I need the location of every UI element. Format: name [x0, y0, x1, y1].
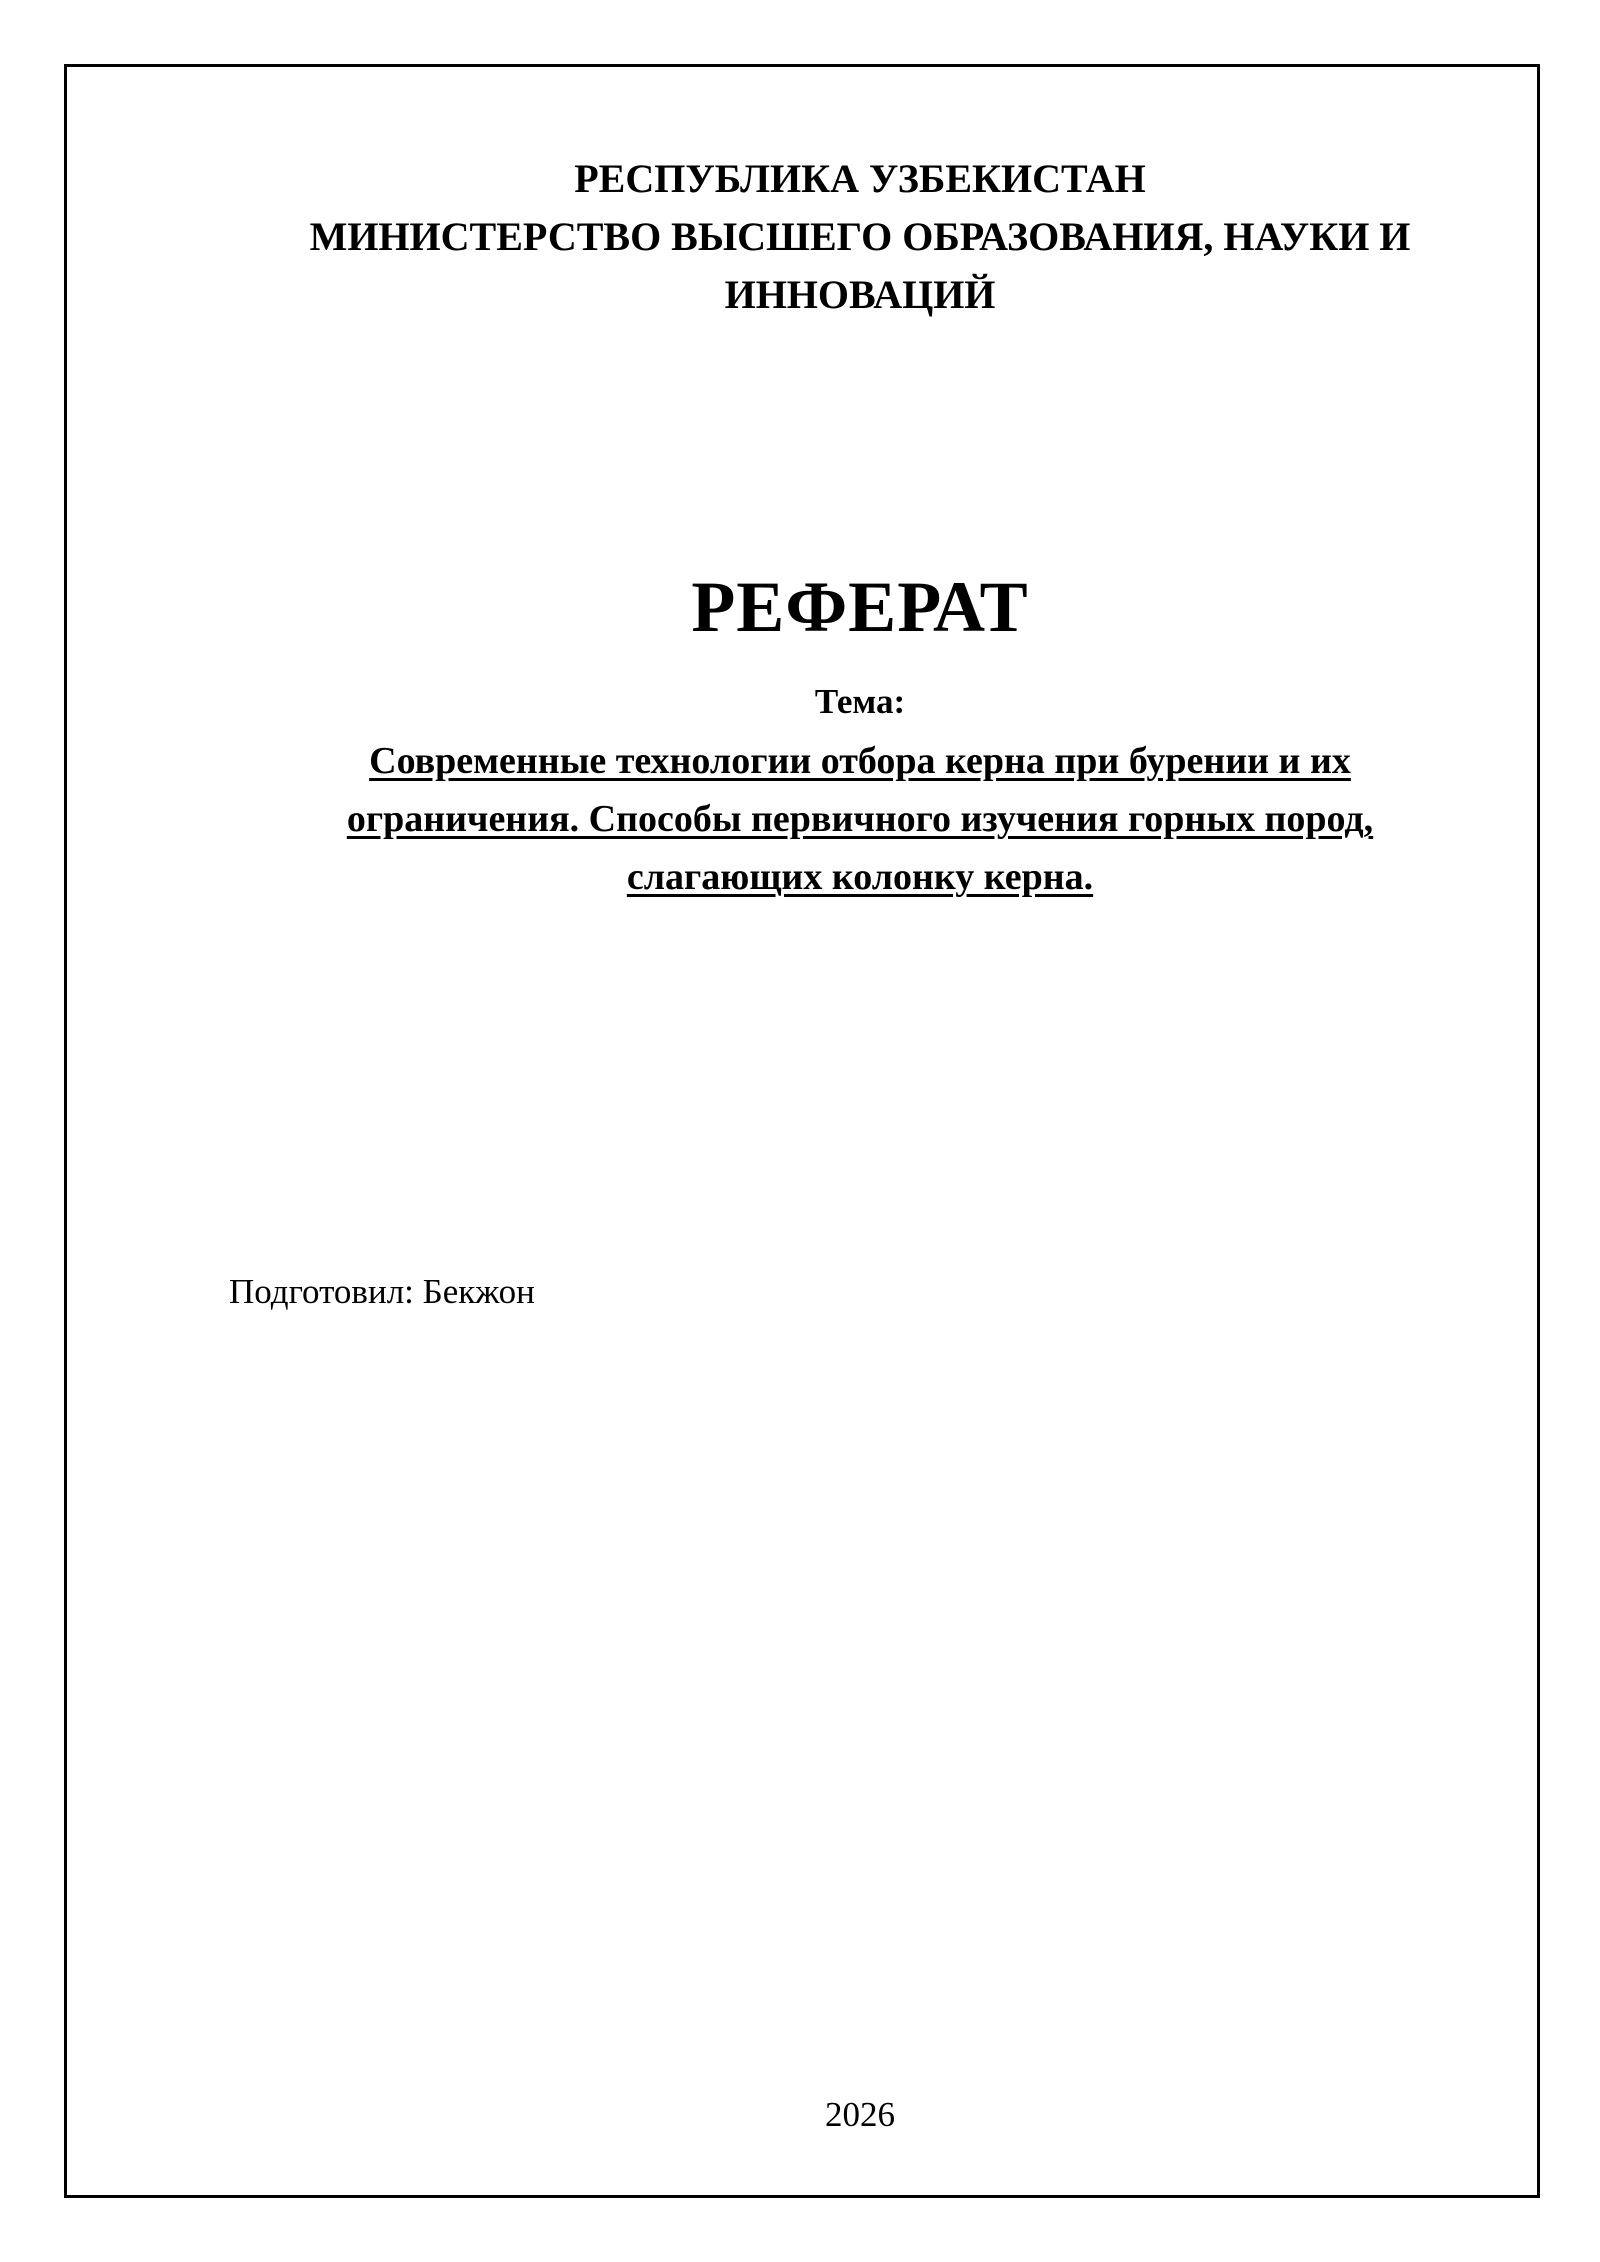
- topic-text: [210, 732, 1510, 906]
- header-ministry-line-2: ИННОВАЦИЙ: [724, 272, 996, 317]
- document-title: РЕФЕРАТ: [691, 567, 1029, 647]
- document-header: [160, 150, 1560, 324]
- topic-line-2: ограничения. Способы первичного изучения горных пород,: [346, 798, 1374, 840]
- header-ministry-line-1: МИНИСТЕРСТВО ВЫСШЕГО ОБРАЗОВАНИЯ, НАУКИ И: [309, 214, 1411, 259]
- topic-label: Тема:: [814, 682, 906, 721]
- topic-line-3: слагающих колонку керна.: [626, 856, 1094, 898]
- topic-line-1: Современные технологии отбора керна при бурении и их: [369, 740, 1351, 782]
- page-border: [64, 64, 1540, 2198]
- header-country: РЕСПУБЛИКА УЗБЕКИСТАН: [574, 156, 1146, 201]
- prepared-by: Подготовил: Бекжон: [229, 1272, 535, 1311]
- document-year: 2026: [825, 2095, 895, 2134]
